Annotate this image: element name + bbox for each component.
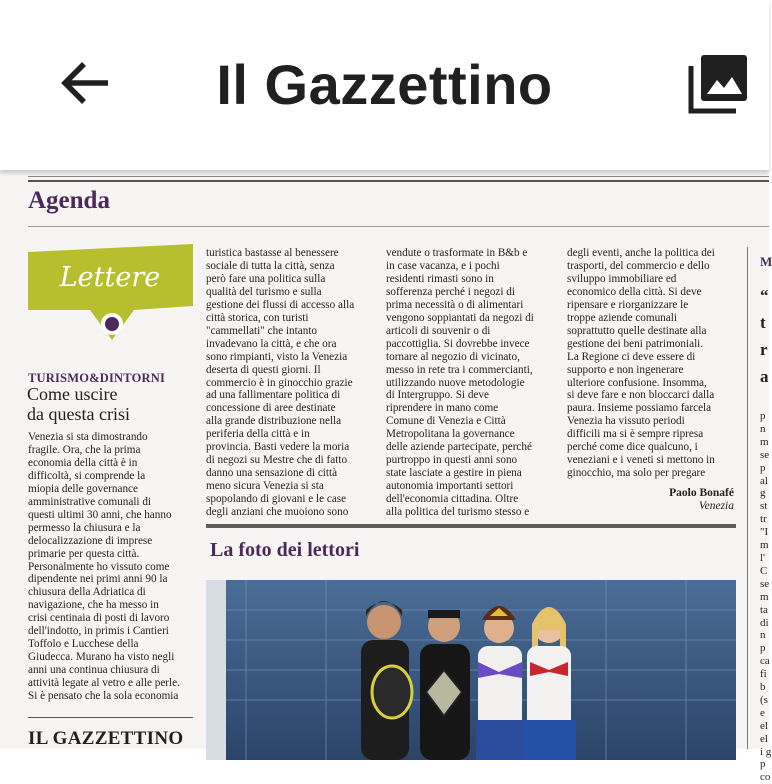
letter-text-column-4: degli eventi, anche la politica dei trasporti, del commercio e dello sviluppo immobiliare ed economico della città. Si deve ripensare e riorganizzare le troppe aziende comunali soprattutto quelle destinate alla gestione dei beni patrimoniali. La Regione ci deve essere di supporto e non ingenerare ulteriore confusione. Insomma, si deve fare e non bloccarci dalla paura. Insieme possiamo farcela Venezia ha vissuto periodi difficili ma si è sempre ripresa perché come dice qualcuno, i veneziani e i veneti si mettono in ginocchio, ma solo per pregare (567, 247, 715, 480)
headline-line: Come uscire (27, 384, 118, 404)
app-title: Il Gazzettino (216, 53, 553, 116)
divider (28, 176, 769, 177)
kicker: TURISMO&DINTORNI (28, 371, 166, 385)
next-article-letter: M (760, 254, 772, 269)
signature-city: Venezia (698, 500, 734, 512)
letter-text-column-2: turistica bastasse al benessere sociale di tutta la città, senza però fare una politica sulla qualità del turismo e sulla gestione dei flussi di accesso alla città storica, con turisti "cammellati" che intanto invadevano la città, e che ora sono rimpianti, visto la Venezia deserta di questi giorni. Il commercio è in ginocchio grazie ad una fallimentare politica di concessione di aree destinate alla grande distribuzione nella periferia della città e in provincia. Basti vedere la moria di negozi su Mestre che di fatto danno una sensazione di città meno sicura Venezia si sta spopolando di giovani e le case degli anziani che muoiono sono (206, 247, 355, 519)
column-divider (747, 247, 748, 749)
newspaper-page (0, 170, 772, 784)
reader-photo[interactable] (206, 580, 736, 760)
next-article-letter: a (760, 367, 769, 386)
letter-text-column-3: vendute o trasformate in B&b e in case vacanza, e i pochi residenti rimasti sono in sofferenza perché i negozi di prima necessità o di alimentari vengono soppiantati da negozi di articoli di souvenir o di paccottiglia. Si dovrebbe invece tornare al negozio di vicinato, messo in rete tra i commercianti, utilizzando nuove metodologie di Intergruppo. Si deve riprendere in mano come Comune di Venezia e Città Metropolitana la governance delle aziende partecipate, perché purtroppo in questi anni sono state lasciate a gestire in piena autonomia importanti settori dell'economia cittadina. Oltre alla politica del turismo stesso e (386, 247, 534, 519)
app-bar (0, 0, 769, 170)
letter-text-column-1: Venezia si sta dimostrando fragile. Ora, che la prima economia della città è in difficoltà, si comprende la miopia delle governance amministrative comunali di questi ultimi 30 anni, che hanno permesso la chiusura e la delocalizzazione di imprese primarie per questa città. Personalmente ho vissuto come dipendente nei primi anni 90 la chiusura della Adriatica di navigazione, che ha messo in crisi centinaia di posti di lavoro dell'indotto, in primis i Cantieri Toffolo e Lucchese della Giudecca. Murano ha visto negli anni una continua chiusura di attività legate al vetro e alle perle. Si è pensato che la sola economia (28, 431, 180, 703)
lettere-badge (28, 244, 193, 340)
divider (28, 180, 769, 182)
section-title: Agenda (28, 187, 110, 214)
next-article-letter: t (760, 313, 766, 332)
photo-library-icon[interactable] (688, 52, 750, 114)
photo-section-title: La foto dei lettori (210, 539, 360, 561)
headline (27, 384, 197, 424)
next-article-letter: r (760, 340, 768, 359)
badge-label: Lettere (59, 262, 161, 293)
next-article-text: p n m se p al g st tr "I m l' C se m ta di n p ca fi b (s e el el i g p co (760, 410, 772, 784)
masthead: IL GAZZETTINO (28, 728, 184, 749)
divider (206, 524, 736, 528)
divider (28, 226, 769, 227)
letter-signature (669, 487, 734, 513)
next-article-letter: “ (760, 286, 769, 305)
headline-line: da questa crisi (27, 404, 130, 424)
divider (28, 717, 193, 718)
signature-name: Paolo Bonafé (669, 487, 734, 499)
